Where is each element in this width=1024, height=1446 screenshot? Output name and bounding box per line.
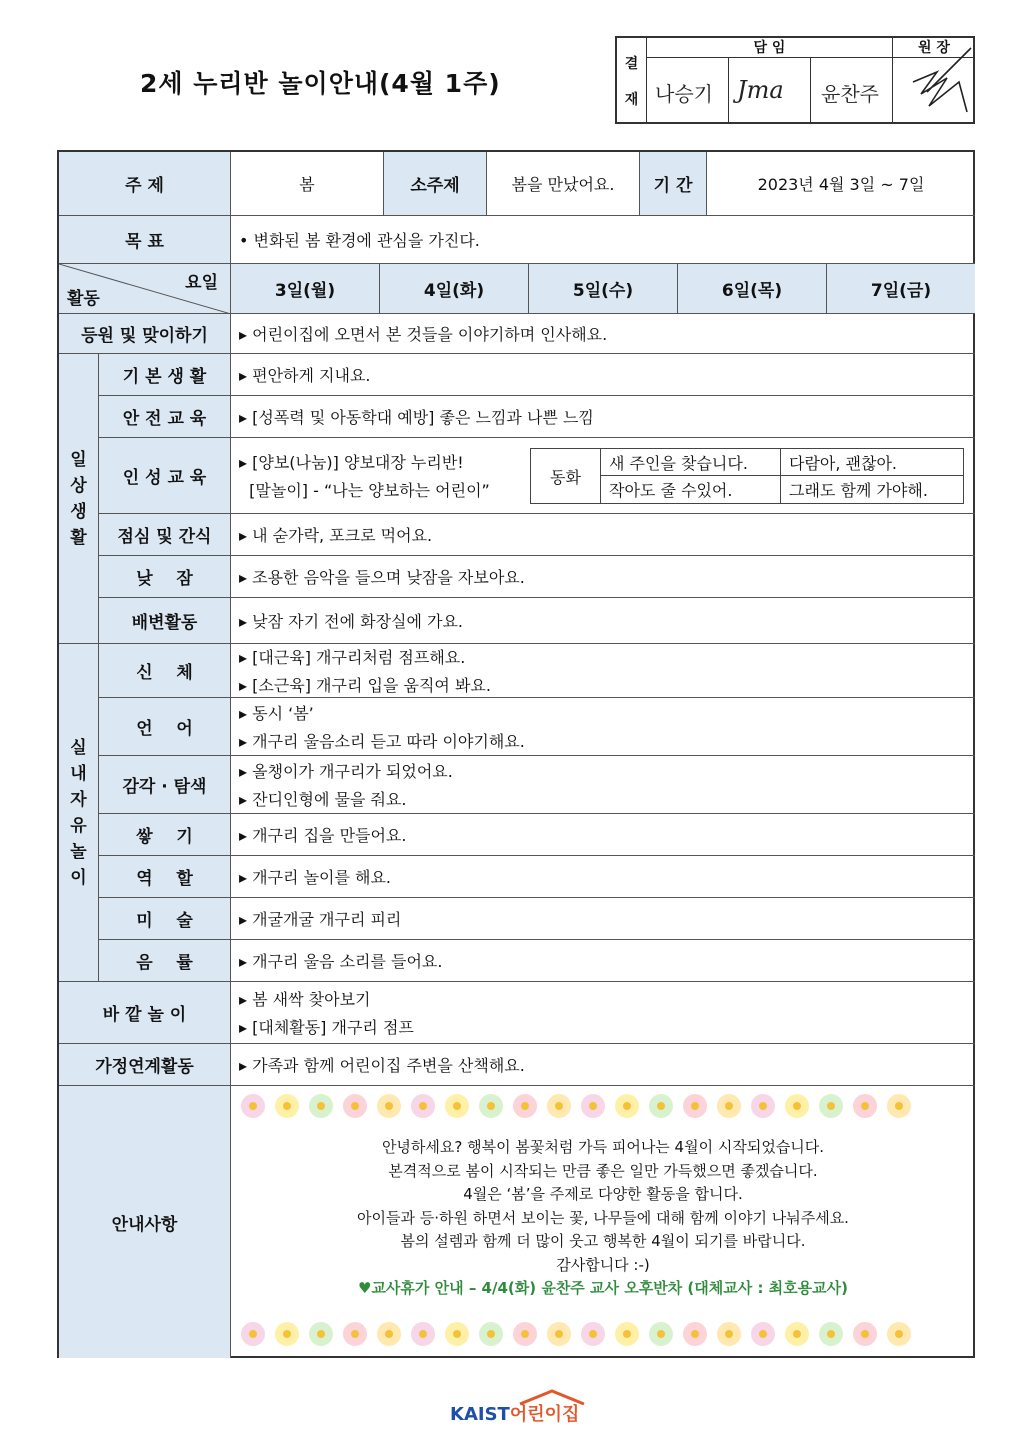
kaist-daycare-logo: KAIST어린이집	[450, 1400, 579, 1426]
flower-icon	[241, 1094, 265, 1118]
period-value: 2023년 4월 3일 ~ 7일	[707, 152, 975, 216]
activity-table	[57, 150, 975, 1358]
story-label: 동화	[531, 449, 601, 503]
daily-row-label: 안 전 교 육	[99, 396, 231, 438]
arrival-text: ▸ 어린이집에 오면서 본 것들을 이야기하며 인사해요.	[231, 314, 975, 354]
story-table	[530, 448, 964, 504]
flower-icon	[887, 1322, 911, 1346]
free-play-row-label: 언 어	[99, 698, 231, 756]
flower-icon	[853, 1094, 877, 1118]
flower-icon	[479, 1322, 503, 1346]
flower-icon	[479, 1094, 503, 1118]
story-item: 다람아, 괜찮아.	[781, 449, 963, 476]
flower-icon	[411, 1322, 435, 1346]
flower-icon	[445, 1094, 469, 1118]
daily-row-text: ▸ 낮잠 자기 전에 화장실에 가요.	[231, 598, 975, 644]
flower-icon	[649, 1322, 673, 1346]
flower-icon	[241, 1322, 265, 1346]
free-play-row-label: 쌓 기	[99, 814, 231, 856]
free-play-row-label: 감각 · 탐색	[99, 756, 231, 814]
flower-icon	[887, 1094, 911, 1118]
flower-icon	[275, 1094, 299, 1118]
flower-icon	[547, 1094, 571, 1118]
subject-label: 주 제	[59, 152, 231, 216]
flower-icon	[581, 1322, 605, 1346]
daily-row-label: 낮 잠	[99, 556, 231, 598]
flower-icon	[547, 1322, 571, 1346]
flower-icon	[275, 1322, 299, 1346]
teacher-leave-notice: ♥교사휴가 안내 – 4/4(화) 윤찬주 교사 오후반차 (대체교사 : 최호용교사)	[358, 1279, 848, 1297]
home-activity-text: ▸ 가족과 함께 어린이집 주변을 산책해요.	[231, 1044, 975, 1086]
daily-row-label: 인 성 교 육	[99, 438, 231, 514]
daily-row-text: ▸ 내 숟가락, 포크로 먹어요.	[231, 514, 975, 556]
day-column-header: 4일(화)	[380, 264, 529, 314]
free-play-row-label: 신 체	[99, 644, 231, 698]
character-education-text: ▸ [양보(나눔)] 양보대장 누리반! [말놀이] - “나는 양보하는 어린이”	[231, 438, 975, 514]
approval-label: 결 재	[617, 38, 647, 124]
flower-icon	[819, 1094, 843, 1118]
activity-label: 활동	[67, 289, 100, 309]
flower-icon	[513, 1094, 537, 1118]
flower-border-bottom	[241, 1322, 911, 1348]
flower-icon	[343, 1094, 367, 1118]
flower-icon	[683, 1322, 707, 1346]
flower-icon	[751, 1094, 775, 1118]
story-item: 작아도 줄 수있어.	[601, 476, 781, 503]
day-column-header: 5일(수)	[529, 264, 678, 314]
homeroom-header: 담 임	[647, 38, 893, 58]
page-title: 2세 누리반 놀이안내(4월 1주)	[140, 69, 501, 98]
director-signature	[907, 42, 975, 122]
flower-icon	[853, 1322, 877, 1346]
director-header: 원 장	[893, 38, 975, 58]
sub-subject-label: 소주제	[384, 152, 487, 216]
flower-icon	[445, 1322, 469, 1346]
flower-icon	[411, 1094, 435, 1118]
flower-icon	[615, 1094, 639, 1118]
flower-icon	[377, 1322, 401, 1346]
daily-row-label: 점심 및 간식	[99, 514, 231, 556]
day-label: 요일	[185, 273, 218, 293]
daily-life-group-label: 일 상 생 활	[59, 354, 99, 644]
free-play-row-text: ▸ 개구리 놀이를 해요.	[231, 856, 975, 898]
sub-subject-value: 봄을 만났어요.	[487, 152, 640, 216]
flower-icon	[343, 1322, 367, 1346]
free-play-row-text: ▸ 개구리 집을 만들어요.	[231, 814, 975, 856]
arrival-label: 등원 및 맞이하기	[59, 314, 231, 354]
day-activity-header	[59, 264, 231, 314]
flower-icon	[309, 1322, 333, 1346]
flower-icon	[751, 1322, 775, 1346]
free-play-row-label: 미 술	[99, 898, 231, 940]
flower-icon	[581, 1094, 605, 1118]
flower-icon	[309, 1094, 333, 1118]
free-play-row-text: ▸ 동시 ‘봄’ ▸ 개구리 울음소리 듣고 따라 이야기해요.	[231, 698, 975, 756]
daily-row-label: 기 본 생 활	[99, 354, 231, 396]
day-column-header: 3일(월)	[231, 264, 380, 314]
free-play-row-text: ▸ 개굴개굴 개구리 피리	[231, 898, 975, 940]
flower-icon	[717, 1322, 741, 1346]
signature-3: 윤찬주	[821, 82, 879, 106]
daily-row-label: 배변활동	[99, 598, 231, 644]
free-play-row-label: 역 할	[99, 856, 231, 898]
period-label: 기 간	[640, 152, 707, 216]
signature-2: Jma	[737, 76, 784, 104]
story-item: 새 주인을 찾습니다.	[601, 449, 781, 476]
notice-label: 안내사항	[59, 1086, 231, 1358]
free-play-row-text: ▸ [대근육] 개구리처럼 점프해요. ▸ [소근육] 개구리 입을 움직여 봐요.	[231, 644, 975, 698]
notice-text: 안녕하세요? 행복이 봄꽃처럼 가득 피어나는 4월이 시작되었습니다. 본격적으로 봄이 시작되는 만큼 좋은 일만 가득했으면 좋겠습니다. 4월은 ‘봄’을 주제로 다양한 활동을 합니다. 아이들과 등·하원 하면서 보이는 꽃, 나무들에 대해 함께 이야기 나눠주세요. 봄의 설렘과 함께 더 많이 웃고 행복한 4월이 되기를 바랍니다. 감사합니다 :-) ♥교사휴가 안내 – 4/4(화) 윤찬주 교사 오후반차 (대체교사 : 최호용교사)	[231, 1136, 975, 1301]
flower-border-top	[241, 1094, 911, 1120]
free-play-row-text: ▸ 올챙이가 개구리가 되었어요. ▸ 잔디인형에 물을 줘요.	[231, 756, 975, 814]
flower-icon	[683, 1094, 707, 1118]
subject-value: 봄	[231, 152, 384, 216]
flower-icon	[649, 1094, 673, 1118]
signature-1: 나승기	[655, 82, 713, 106]
free-play-row-text: ▸ 개구리 울음 소리를 들어요.	[231, 940, 975, 982]
flower-icon	[785, 1322, 809, 1346]
goal-label: 목 표	[59, 216, 231, 264]
home-activity-label: 가정연계활동	[59, 1044, 231, 1086]
story-item: 그래도 함께 가야해.	[789, 481, 928, 500]
outdoor-play-label: 바 깥 놀 이	[59, 982, 231, 1044]
day-column-header: 7일(금)	[827, 264, 975, 314]
approval-box	[615, 36, 975, 124]
daily-row-text: ▸ 편안하게 지내요.	[231, 354, 975, 396]
free-play-row-label: 음 률	[99, 940, 231, 982]
flower-icon	[615, 1322, 639, 1346]
flower-icon	[785, 1094, 809, 1118]
outdoor-play-text: ▸ 봄 새싹 찾아보기 ▸ [대체활동] 개구리 점프	[231, 982, 975, 1044]
free-play-group-label: 실 내 자 유 놀 이	[59, 644, 99, 982]
flower-icon	[513, 1322, 537, 1346]
goal-value: • 변화된 봄 환경에 관심을 가진다.	[231, 216, 975, 264]
flower-icon	[819, 1322, 843, 1346]
daily-row-text: ▸ 조용한 음악을 들으며 낮잠을 자보아요.	[231, 556, 975, 598]
flower-icon	[717, 1094, 741, 1118]
daily-row-text: ▸ [성폭력 및 아동학대 예방] 좋은 느낌과 나쁜 느낌	[231, 396, 975, 438]
flower-icon	[377, 1094, 401, 1118]
house-roof-icon	[516, 1388, 588, 1406]
day-column-header: 6일(목)	[678, 264, 827, 314]
